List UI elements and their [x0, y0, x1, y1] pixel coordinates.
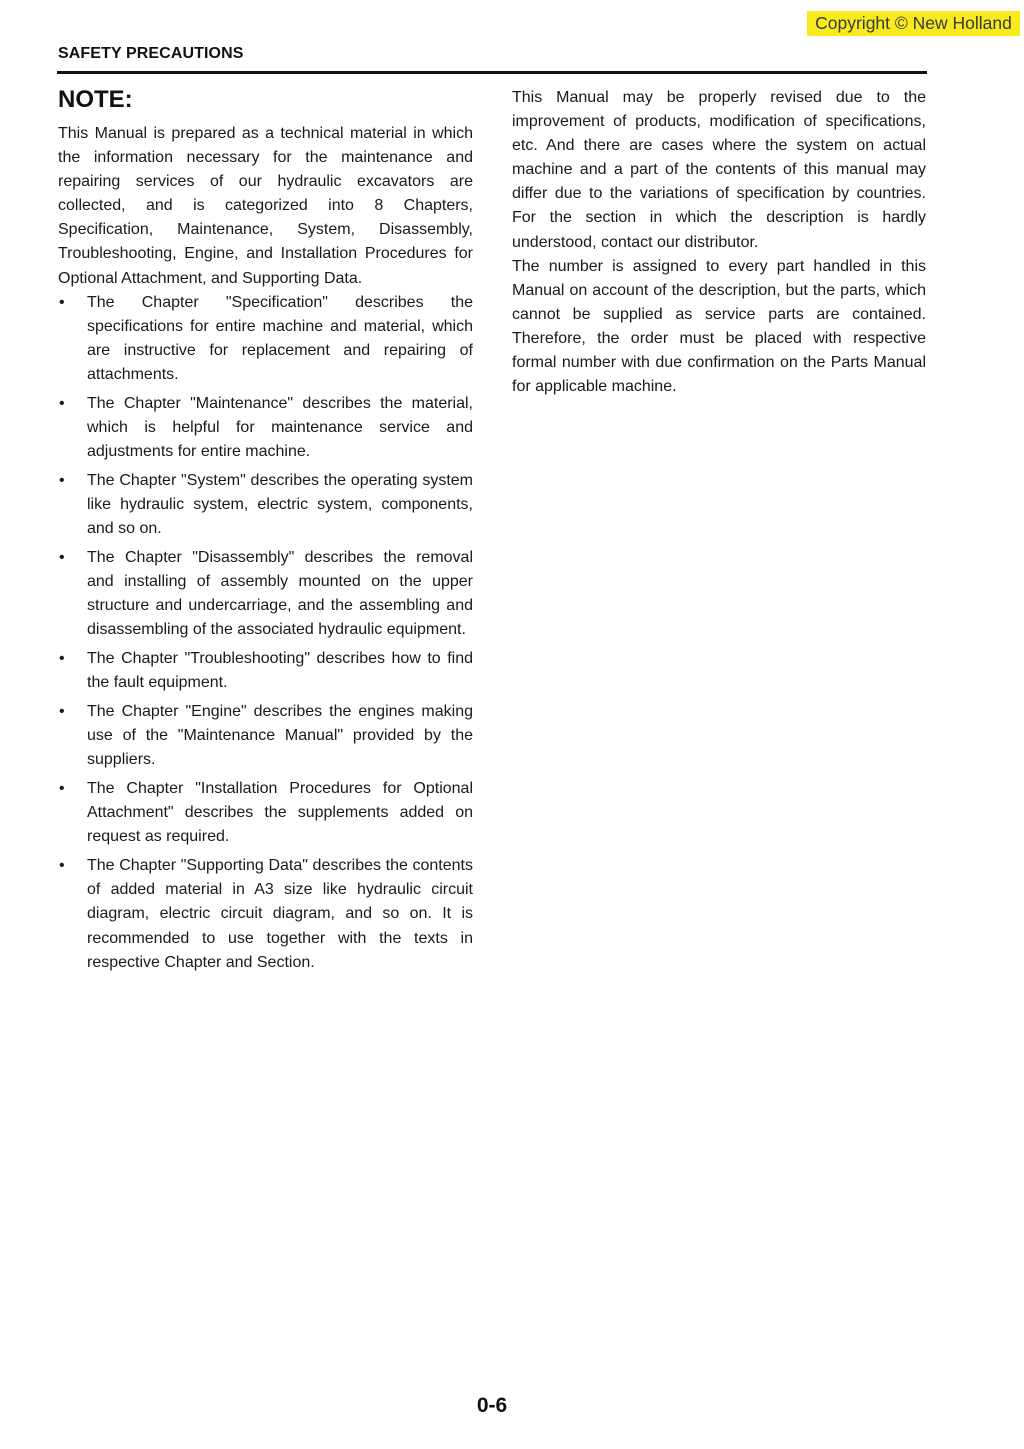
intro-paragraph: This Manual is prepared as a technical material in which the information necessary for the maintenance and repairing services of our hydraulic excavators are collected, and is categorized into 8 Chapters, Specification, Maintenance, System, Disassembly, Troubleshooting, Engine, and Installation Procedures for Optional Attachment, and Supporting Data.	[58, 125, 473, 287]
bullet-icon: •	[59, 857, 65, 875]
list-item	[58, 700, 473, 772]
list-item	[58, 777, 473, 849]
bullet-icon: •	[59, 293, 65, 311]
bullet-icon: •	[59, 471, 65, 489]
list-item	[58, 647, 473, 695]
list-item	[58, 854, 473, 974]
left-column	[58, 122, 473, 980]
list-item	[58, 291, 473, 387]
copyright-watermark: Copyright © New Holland	[807, 11, 1020, 36]
list-item-text: The Chapter "Troubleshooting" describes how to find the fault equipment.	[87, 650, 473, 692]
list-item-text: The Chapter "Installation Procedures for Optional Attachment" describes the supplements added on request as required.	[87, 780, 473, 846]
bullet-icon: •	[59, 548, 65, 566]
bullet-icon: •	[59, 703, 65, 721]
bullet-icon: •	[59, 780, 65, 798]
list-item-text: The Chapter "Supporting Data" describes the contents of added material in A3 size like hydraulic circuit diagram, electric circuit diagram, and so on. It is recommended to use together with the texts in respective Chapter and Section.	[87, 857, 473, 971]
list-item-text: The Chapter "System" describes the operating system like hydraulic system, electric system, components, and so on.	[87, 471, 473, 538]
list-item	[58, 546, 473, 642]
page-number: 0-6	[476, 1394, 508, 1417]
section-title: SAFETY PRECAUTIONS	[58, 45, 244, 62]
right-column	[512, 86, 926, 399]
note-heading: NOTE:	[58, 86, 133, 113]
bullet-icon: •	[59, 394, 65, 412]
header-divider	[57, 71, 927, 74]
list-item-text: The Chapter "Engine" describes the engines making use of the "Maintenance Manual" provided by the suppliers.	[87, 703, 473, 769]
revision-paragraph: This Manual may be properly revised due to the improvement of products, modification of specifications, etc. And there are cases where the system on actual machine and a part of the contents of this manual may differ due to the variations of specification by countries. For the section in which the description is hardly understood, contact our distributor.	[512, 89, 926, 251]
parts-number-paragraph: The number is assigned to every part handled in this Manual on account of the description, but the parts, which cannot be supplied as service parts are contained. Therefore, the order must be placed with respective formal number with due confirmation on the Parts Manual for applicable machine.	[512, 257, 926, 396]
list-item	[58, 392, 473, 464]
list-item	[58, 469, 473, 541]
bullet-icon: •	[59, 650, 65, 668]
list-item-text: The Chapter "Specification" describes the specifications for entire machine and material, which are instructive for replacement and repairing of attachments.	[87, 293, 473, 383]
chapter-list	[58, 291, 473, 975]
list-item-text: The Chapter "Maintenance" describes the material, which is helpful for maintenance service and adjustments for entire machine.	[87, 394, 473, 461]
list-item-text: The Chapter "Disassembly" describes the removal and installing of assembly mounted on the upper structure and undercarriage, and the assembling and disassembling of the associated hydraulic equipment.	[87, 548, 473, 639]
